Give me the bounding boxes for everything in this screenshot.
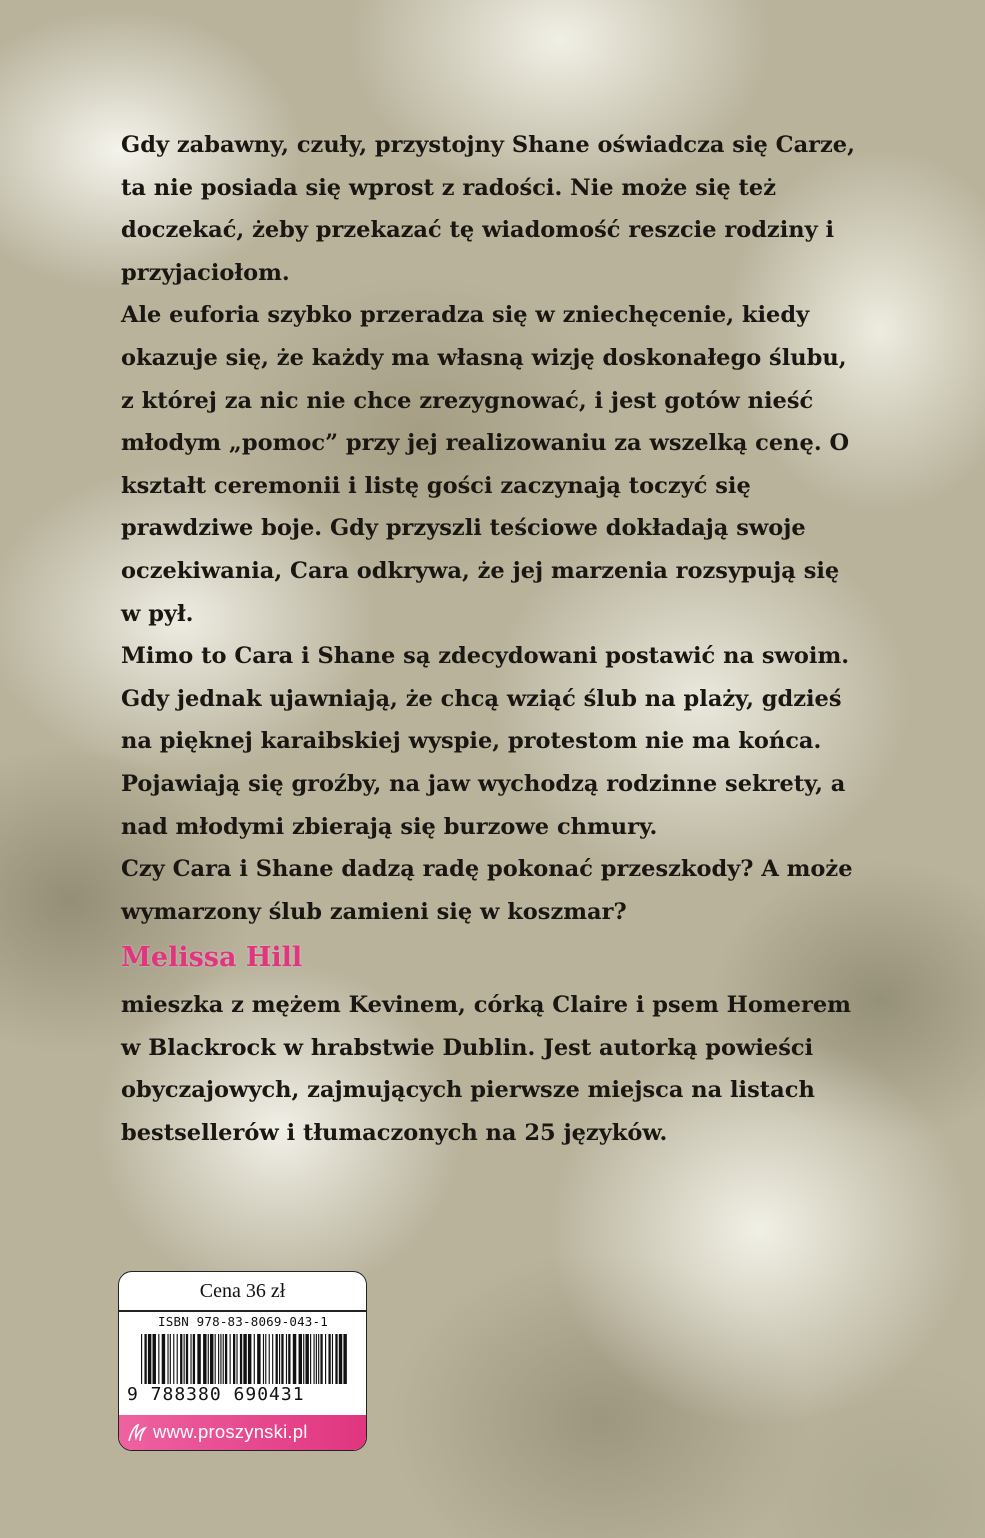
barcode-bar — [310, 1334, 311, 1384]
barcode-bar — [276, 1334, 278, 1384]
barcode-bar — [243, 1334, 246, 1384]
blurb-paragraph-4: Czy Cara i Shane dadzą radę pokonać przeszkody? A może wymarzony ślub zamieni się w koszmar? — [121, 856, 853, 925]
price-barcode-box — [118, 1271, 367, 1451]
barcode-bar — [332, 1334, 333, 1384]
barcode-bar — [197, 1334, 200, 1384]
ean-digits: 9 788380 690431 — [127, 1384, 305, 1405]
blurb-paragraph-3: Mimo to Cara i Shane są zdecydowani postawić na swoim. Gdy jednak ujawniają, że chcą wziąć ślub na plaży, gdzieś na pięknej karaibskiej wyspie, protestom nie ma końca. Pojawiają się groźby, na jaw wychodzą rodzinne sekrety, a nad młodymi zbierają się burzowe chmury. — [121, 643, 850, 840]
barcode-bar — [281, 1334, 283, 1384]
author-bio: mieszka z mężem Kevinem, córką Claire i psem Homerem w Blackrock w hrabstwie Dublin. Jest autorką powieści obyczajowych, zajmujących pierwsze miejsca na listach bestsellerów i tłumaczonych na 25 języków. — [121, 992, 851, 1146]
barcode-bar — [305, 1334, 308, 1384]
barcode-bar — [223, 1334, 224, 1384]
barcode-bar — [180, 1334, 182, 1384]
isbn-label: ISBN 978-83-8069-043-1 — [158, 1314, 328, 1329]
barcode-bar — [325, 1334, 326, 1384]
barcode-bar — [303, 1334, 304, 1384]
barcode-bar — [167, 1334, 168, 1384]
book-blurb — [121, 124, 866, 933]
barcode-bar — [177, 1334, 178, 1384]
barcode-bar — [236, 1334, 237, 1384]
blurb-paragraph-1: Gdy zabawny, czuły, przystojny Shane oświadcza się Carze, ta nie posiada się wprost z radości. Nie może się też doczekać, żeby przekazać tę wiadomość reszcie rodziny i przyjaciołom. — [121, 132, 855, 286]
barcode-bar — [288, 1334, 290, 1384]
barcode-bar — [286, 1334, 287, 1384]
barcode-bar — [162, 1334, 165, 1384]
barcode-bar — [225, 1334, 227, 1384]
barcode-bar — [193, 1334, 195, 1384]
barcode-bar — [220, 1334, 221, 1384]
publisher-logo-icon — [126, 1422, 148, 1444]
barcode-bar — [218, 1334, 219, 1384]
barcode-bar — [328, 1334, 330, 1384]
barcode-bar — [230, 1334, 231, 1384]
price-divider — [119, 1310, 366, 1312]
author-name: Melissa Hill — [121, 942, 303, 973]
barcode-bar — [343, 1334, 346, 1384]
barcode-bar — [158, 1334, 159, 1384]
barcode-bar — [233, 1334, 235, 1384]
barcode-bar — [339, 1334, 342, 1384]
barcode-bar — [240, 1334, 242, 1384]
barcode-bar — [279, 1334, 280, 1384]
barcode-bar — [254, 1334, 255, 1384]
barcode-bar — [265, 1334, 266, 1384]
barcode-bar — [144, 1334, 146, 1384]
barcode-bar — [184, 1334, 185, 1384]
barcode-bar — [170, 1334, 171, 1384]
barcode-bar — [316, 1334, 317, 1384]
barcode-bar — [203, 1334, 206, 1384]
barcode-bar — [263, 1334, 264, 1384]
barcode-bar — [269, 1334, 270, 1384]
barcode-bar — [299, 1334, 302, 1384]
barcode-bar — [141, 1334, 142, 1384]
barcode-bar — [210, 1334, 213, 1384]
barcode-bar — [314, 1334, 315, 1384]
barcode-bar — [153, 1334, 156, 1384]
barcode-bar — [293, 1334, 296, 1384]
barcode-bar — [272, 1334, 273, 1384]
barcode-bar — [257, 1334, 260, 1384]
barcode-bar — [148, 1334, 151, 1384]
barcode-image — [141, 1334, 349, 1384]
blurb-paragraph-2: Ale euforia szybko przeradza się w zniechęcenie, kiedy okazuje się, że każdy ma własną wizję doskonałego ślubu, z której za nic nie chce zrezygnować, i jest gotów nieść młodym „pomoc” przy jej realizowaniu za wszelką cenę. O kształt ceremonii i listę gości zaczynają toczyć się prawdziwe boje. Gdy przyszli teściowe dokładają swoje oczekiwania, Cara odkrywa, że jej marzenia rozsypują się w pył. — [121, 302, 850, 627]
publisher-url[interactable]: www.proszynski.pl — [153, 1421, 308, 1442]
barcode-bar — [248, 1334, 251, 1384]
barcode-bar — [318, 1334, 319, 1384]
barcode-bar — [190, 1334, 191, 1384]
barcode-bar — [335, 1334, 337, 1384]
publisher-bar — [119, 1415, 366, 1450]
barcode-bar — [186, 1334, 188, 1384]
barcode-bar — [320, 1334, 322, 1384]
barcode-bar — [208, 1334, 209, 1384]
barcode-bar — [215, 1334, 216, 1384]
barcode-bar — [173, 1334, 174, 1384]
price-label: Cena 36 zł — [199, 1280, 286, 1302]
